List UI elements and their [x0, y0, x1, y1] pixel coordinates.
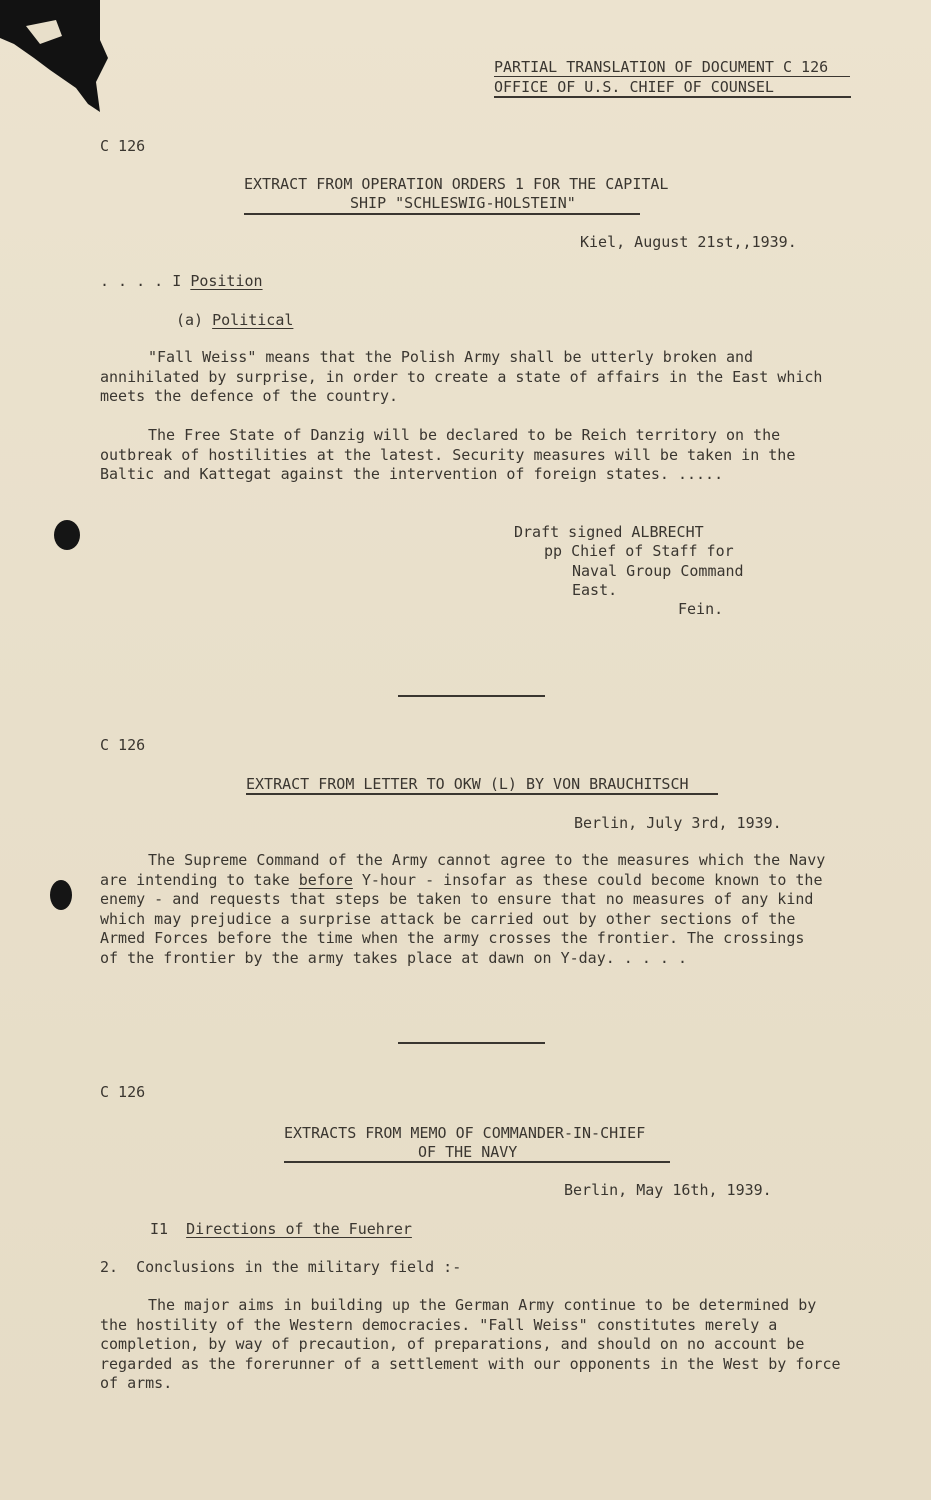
paragraph-word-before: before	[298, 870, 353, 889]
signature-line-4: East.	[572, 581, 618, 599]
section2-paragraph	[100, 851, 826, 968]
section3-code: C 126	[100, 1083, 146, 1101]
punch-hole-upper	[54, 520, 80, 550]
section3-point: 2. Conclusions in the military field :-	[100, 1258, 462, 1276]
section-divider-1	[398, 695, 545, 697]
section3-paragraph: The major aims in building up the German Army continue to be determined by the hostility of the Western democracies. "Fall Weiss" constitutes merely a completion, by way of precaution, of preparations, and should on no account be regarded as the forerunner of a settlement with our opponents in the West by force of arms.	[100, 1296, 841, 1392]
section2-title: EXTRACT FROM LETTER TO OKW (L) BY VON BRAUCHITSCH	[246, 775, 689, 793]
section3-date: Berlin, May 16th, 1939.	[564, 1181, 772, 1199]
section2-title-rule	[246, 793, 718, 795]
section2-date: Berlin, July 3rd, 1939.	[574, 814, 782, 832]
section1-title-line2: SHIP "SCHLESWIG-HOLSTEIN"	[350, 194, 576, 212]
section1-title-rule	[244, 213, 640, 215]
header-underline-1	[494, 76, 850, 77]
header-line-2: OFFICE OF U.S. CHIEF OF COUNSEL	[494, 78, 774, 96]
signature-line-5: Fein.	[678, 600, 724, 618]
section3-title-rule	[284, 1161, 670, 1163]
section1-paragraph-1: "Fall Weiss" means that the Polish Army shall be utterly broken and annihilated by surprise, in order to create a state of affairs in the East which meets the defence of the country.	[100, 348, 823, 405]
heading-position: Position	[190, 272, 263, 290]
signature-line-3: Naval Group Command	[572, 562, 744, 580]
header-underline-2	[494, 96, 851, 98]
section1-code: C 126	[100, 137, 146, 155]
section3-title-line2: OF THE NAVY	[418, 1143, 518, 1161]
section1-date: Kiel, August 21st,,1939.	[580, 233, 797, 251]
torn-corner	[0, 0, 120, 130]
header-line-1: PARTIAL TRANSLATION OF DOCUMENT C 126	[494, 58, 829, 76]
section3-title-line1: EXTRACTS FROM MEMO OF COMMANDER-IN-CHIEF	[284, 1124, 646, 1142]
signature-line-1: Draft signed ALBRECHT	[514, 523, 704, 541]
section1-heading	[100, 272, 263, 290]
punch-hole-lower	[50, 880, 72, 910]
paragraph-text-a: The Supreme Command of the Army cannot agree to the measures which the Navy are intending to take	[100, 851, 826, 889]
paragraph-text-b: Y-hour - insofar as these could become known to the enemy - and requests that steps be taken to ensure that no measures of any kind which may prejudice a surprise attack be carried out by other sections of the Armed Forces before the time when the army crosses the frontier. The crossings of the frontier by the army takes place at dawn on Y-day. . . . .	[100, 870, 823, 967]
subheading-label: (a)	[176, 311, 213, 329]
section1-subheading	[176, 311, 293, 329]
signature-line-2: pp Chief of Staff for	[544, 542, 734, 560]
section1-paragraph-2: The Free State of Danzig will be declared to be Reich territory on the outbreak of hostilities at the latest. Security measures will be taken in the Baltic and Kattegat against the intervention of foreign states. .....	[100, 426, 796, 483]
section2-code: C 126	[100, 736, 146, 754]
section3-heading	[150, 1220, 412, 1238]
section1-title-line1: EXTRACT FROM OPERATION ORDERS 1 FOR THE CAPITAL	[244, 175, 669, 193]
section-divider-2	[398, 1042, 545, 1044]
heading-number: I1	[150, 1220, 169, 1238]
heading-directions: Directions of the Fuehrer	[186, 1220, 412, 1238]
heading-dots: . . . . I	[100, 272, 191, 290]
subheading-political: Political	[212, 311, 294, 329]
